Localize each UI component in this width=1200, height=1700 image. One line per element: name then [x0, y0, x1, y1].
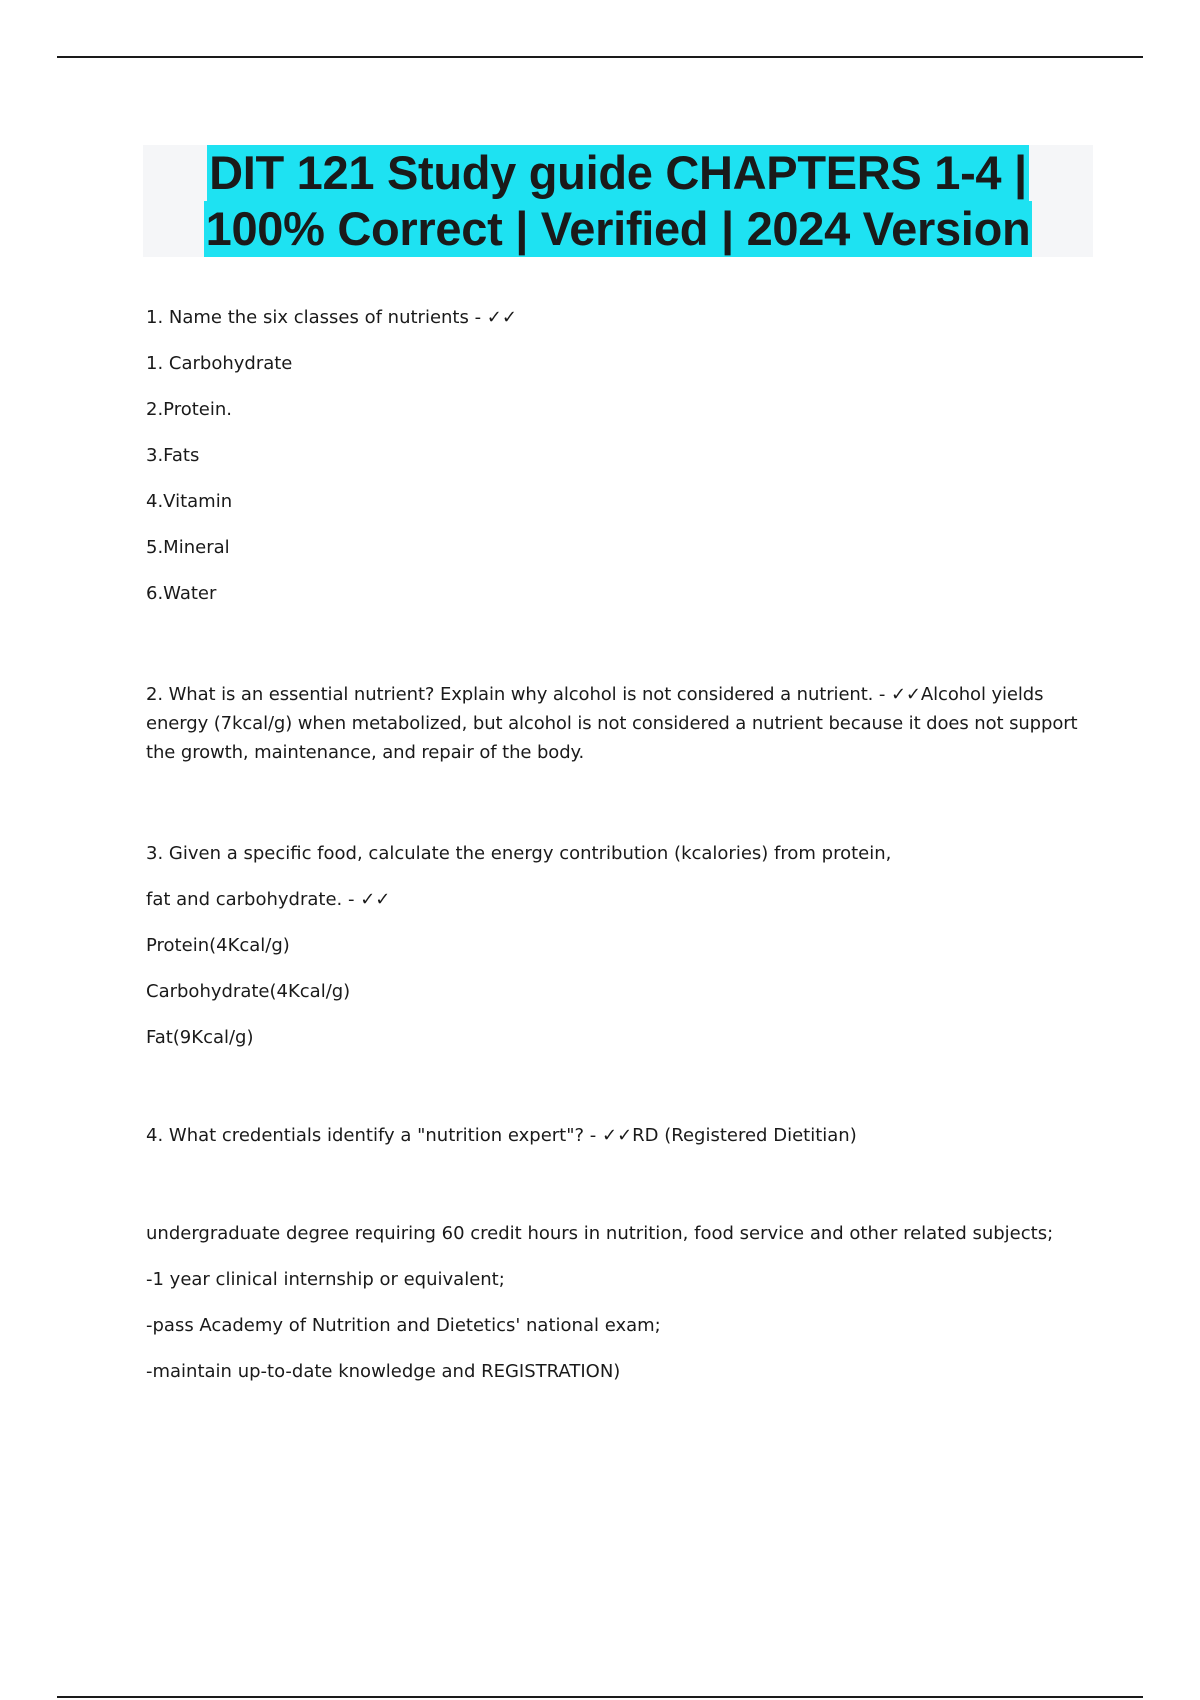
- detail-item: -1 year clinical internship or equivalent;: [146, 1269, 505, 1290]
- question-4: 4. What credentials identify a "nutrition expert"? - ✓✓RD (Registered Dietitian): [146, 1125, 857, 1146]
- question-2: 2. What is an essential nutrient? Explain why alcohol is not considered a nutrient. - ✓✓Alcohol yields energy (7kcal/g) when metabolized, but alcohol is not considered a nutrient because it does not support the growth, maintenance, and repair of the body.: [146, 684, 1078, 763]
- top-rule: [57, 56, 1143, 58]
- answer-item: 3.Fats: [146, 445, 200, 466]
- answer-item: Carbohydrate(4Kcal/g): [146, 981, 351, 1002]
- document-title-line-1: DIT 121 Study guide CHAPTERS 1-4 |: [209, 146, 1027, 199]
- detail-item: -maintain up-to-date knowledge and REGISTRATION): [146, 1361, 621, 1382]
- question-3-line-1: 3. Given a specific food, calculate the energy contribution (kcalories) from protein,: [146, 843, 892, 864]
- detail-item: undergraduate degree requiring 60 credit hours in nutrition, food service and other related subjects;: [146, 1223, 1054, 1244]
- bottom-rule: [57, 1696, 1143, 1698]
- spacer: [146, 628, 1096, 680]
- spacer: [146, 1072, 1096, 1124]
- answer-item: Fat(9Kcal/g): [146, 1027, 254, 1048]
- document-title-line-2: 100% Correct | Verified | 2024 Version: [205, 202, 1031, 255]
- answer-item: 1. Carbohydrate: [146, 353, 293, 374]
- answer-item: 5.Mineral: [146, 537, 230, 558]
- document-body: [146, 306, 1096, 1406]
- question-1: 1. Name the six classes of nutrients - ✓✓: [146, 307, 517, 328]
- question-3-line-2: fat and carbohydrate. - ✓✓: [146, 889, 391, 910]
- answer-item: 6.Water: [146, 583, 217, 604]
- spacer: [146, 1170, 1096, 1222]
- spacer: [146, 790, 1096, 842]
- answer-item: 4.Vitamin: [146, 491, 233, 512]
- answer-item: 2.Protein.: [146, 399, 232, 420]
- detail-item: -pass Academy of Nutrition and Dietetics' national exam;: [146, 1315, 661, 1336]
- title-banner: [143, 145, 1093, 257]
- answer-item: Protein(4Kcal/g): [146, 935, 290, 956]
